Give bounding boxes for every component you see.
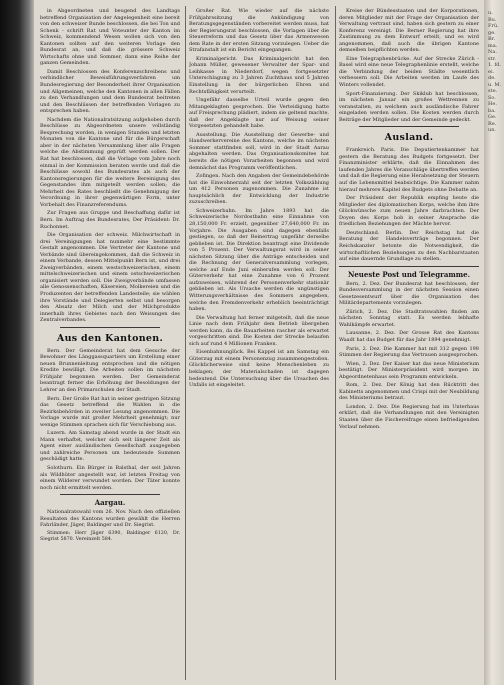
section-divider	[339, 266, 479, 267]
column-rule	[335, 6, 336, 680]
newspaper-page	[34, 0, 484, 685]
article-paragraph: Ungefähr dasselbe Urteil wurde gegen den Mitangeklagten gesprochen. Die Verteidigung hatte auf Freisprechung plädiert, indem sie geltend machte, daß der Angeklagte nur auf Weisung seiner Vorgesetzten gehandelt habe.	[189, 97, 329, 130]
article-paragraph: Bern. Der Große Rat hat in seiner gestrigen Sitzung das Gesetz betreffend die Wahlen in die Bezirksbehörden in zweiter Lesung angenommen. Die Vorlage wurde mit großer Mehrheit genehmigt; nur wenige Stimmen sprachen sich für Verschiebung aus.	[40, 395, 180, 428]
article-paragraph: Nachdem die Nationalratsitzung aufgehoben durch Beschlüsse zu Abgeordneten unsere vollständig Besprechung worden, in wenigen Stunden und letzten Monaten von die Kantone und für die Bürgerschaft aber in der nächsten Versammlung über alle Fragen welche die Abstimmung geprüft werden sollen. Der Rat hat beschlossen, daß die Vorlage vom Jahre noch einmal in der Kommission beraten werde und daß die Beschlüsse sowohl des Bundesrates als auch der Kantonsregierungen für die weitere Bereinigung des Gegenstandes ihm mitgeteilt werden sollen; die Mehrheit des Rates beschließt die Genehmigung der Verordnung in ihrer gegenwärtigen Form, unter Vorbehalt des Finanzreferendums.	[40, 116, 180, 208]
article-paragraph: Kriminalgericht. Das Kriminalgericht hat den Johann Müller, gewesener Verwalter der Spar- und Leihkasse in Niederdorf, wegen fortgesetzter Unterschlagung zu 3 Jahren Zuchthaus und 5 Jahren Einstellung in der bürgerlichen Ehren und Rechtsfähigkeit verurteilt.	[189, 55, 329, 95]
column-right	[339, 8, 479, 680]
section-heading-ausland: Ausland.	[384, 132, 434, 144]
article-paragraph: Luzern. Am Samstag abend wurde in der Stadt ein Mann verhaftet, welcher sich seit längerer Zeit als Agent einer ausländischen Gesellschaft ausgegeben und zahlreiche Personen um bedeutende Summen geschädigt hatte.	[40, 430, 180, 463]
telegram-item: Lausanne, 2. Dez. Der Grosse Rat des Kantons Waadt hat das Budget für das Jahr 1894 genehmigt.	[339, 330, 479, 343]
article-paragraph: Eisenbahnunglück. Bei Kappel ist am Samstag ein Güterzug mit einem Personenzug zusammengestoßen. Glücklicherweise sind keine Menschenleben zu beklagen; der Materialschaden ist dagegen bedeutend. Die Untersuchung über die Ursachen des Unfalls ist eingeleitet.	[189, 349, 329, 389]
article-paragraph: Großer Rat. Wie wieder auf die nächste Frühjahrssitzung die Ankündigung von Beratungsgegenständen vorbereitet werden muss, hat der Regierungsrat beschlossen, die Vorlagen über die Steuerreform und das Gesetz über das Armenwesen dem Rate in der ersten Sitzung vorzulegen. Ueber die Strafanstalt ist ein Bericht eingegangen.	[189, 8, 329, 54]
telegram-item: Bern, 2. Dez. Der Bundesrat hat beschlossen, der Bundesversammlung in der nächsten Session einen Gesetzesentwurf über die Organisation des Militärdepartements vorzulegen.	[339, 280, 479, 307]
book-gutter	[0, 0, 34, 685]
telegram-item: Rom, 2. Dez. Der König hat den Rücktritt des Kabinetts angenommen und Crispi mit der Neubildung des Ministeriums betraut.	[339, 382, 479, 402]
article-paragraph: Damit Beschlossen des Konferenzschreibens und verbindlicher Beweisführungsverfahren um Bundesregierung der Besonderheit ihrer Organisation und Allgemeinen, welche den Kantonen in allen Fällen zu den Verhandlungen und dem Bundesrat beitreten und den Beschlüssen der betreffenden Vorlagen zu entsprechen haben.	[40, 68, 180, 115]
section-divider	[60, 494, 160, 495]
telegram-item: Paris, 2. Dez. Die Kammer hat mit 312 gegen 198 Stimmen der Regierung das Vertrauen ausgesprochen.	[339, 345, 479, 359]
telegram-item: London, 2. Dez. Die Regierung hat im Unterhaus erklärt, daß die Verhandlungen mit den Vereinigten Staaten über die Fischereifrage einen befriedigenden Verlauf nehmen.	[339, 403, 479, 430]
article-paragraph: Bern. Der Gemeinderat hat dem Gesuche der Bewohner des Länggassquartiers um Erstellung einer neuen Brunnenleitung entsprochen und die nötigen Kredite bewilligt. Die Arbeiten sollen im nächsten Frühjahr begonnen werden. Der Gemeinderat beantragt ferner die Erhöhung der Besoldungen der Lehrer an den Primarschulen der Stadt.	[40, 347, 180, 393]
article-paragraph: Solothurn. Ein Bürger in Balsthal, der seit Jahren als Wildhüter angestellt war, ist letzten Freitag von einem Wilderer verwundet worden. Der Täter konnte noch nicht ermittelt werden.	[40, 465, 180, 491]
next-page-edge	[484, 0, 504, 685]
article-paragraph: Frankreich. Paris. Die Deputiertenkammer hat gestern die Beratung des Budgets fortgesetzt. Der Finanzminister erklärte, daß die Einnahmen des laufenden Jahres die Voranschläge übertreffen werden und daß die Regierung eine Herabsetzung der Steuern auf die Lebensmittel beabsichtige. Die Kammer nahm hierauf mehrere Kapitel des Budgets ohne Debatte an.	[339, 147, 479, 193]
column-left	[40, 8, 180, 680]
telegram-item: Zürich, 2. Dez. Die Stadtratswahlen finden am nächsten Sonntag statt. Es werden lebhafte Wahlkämpfe erwartet.	[339, 308, 479, 328]
article-paragraph: Ausstellung. Die Ausstellung der Gewerbe- und Handwerkervereine des Kantons, welche im nächsten Sommer stattfinden soll, wird in der Stadt Aarau abgehalten werden. Das Organisationskomitee hat bereits die nötigen Vorarbeiten begonnen und wird demnächst das Programm veröffentlichen.	[189, 131, 329, 171]
article-paragraph: Stimmen: Herr Jäger 6390, Baldinger 6120, Dr. Siegrist 5870. Vereinzelt 584.	[40, 530, 180, 542]
section-heading-neueste: Neueste Post und Telegramme.	[347, 269, 471, 279]
article-paragraph: Die Verwaltung hat ferner mitgeteilt, daß die neue Linie nach dem Frühjahr dem Betrieb übergeben werden kann, da die Bauarbeiten rascher als erwartet vorgeschritten sind. Die Kosten der Strecke belaufen sich auf rund 4 Millionen Franken.	[189, 314, 329, 347]
article-paragraph: Der Präsident der Republik empfing heute die Mitglieder des diplomatischen Korps, welche ihm ihre Glückwünsche zum neuen Jahre darbrachten. Der Doyen des Korps hob in seiner Ansprache die friedlichen Beziehungen der Mächte hervor.	[339, 195, 479, 228]
section-heading-cantons: Aus den Kantonen.	[56, 332, 164, 344]
article-paragraph: Sport-Finanzierung. Der Skiklub hat beschlossen, im nächsten Januar ein großes Wettrennen zu veranstalten, zu welchem auch ausländische Fahrer eingeladen werden sollen. Die Kosten werden durch Beiträge der Mitglieder und der Gemeinde gedeckt.	[339, 90, 479, 123]
column-rule	[185, 6, 186, 680]
next-page-fragment-text: u. Bu. Frü. ge. Br. ma. Na. str. 1. fd. ei. de. u. M. ste. So. He. ba. Ge. Re. un.	[488, 10, 502, 133]
article-paragraph: Zur Fragen aus Gruppe und Beschaffung dafür ist Bern. Im Auftrag des Bundesrates, Der Präsident: Dr. Ruchonnet.	[40, 210, 180, 230]
column-middle	[189, 8, 329, 680]
article-paragraph: Deutschland. Berlin. Der Reichstag hat die Beratung der Handelsverträge begonnen. Der Reichskanzler betonte die Notwendigkeit, die wirtschaftlichen Beziehungen zu den Nachbarstaaten auf eine dauernde Grundlage zu stellen.	[339, 229, 479, 263]
article-paragraph: in Abgeordneten und beugend des Landtags betreffend Organisation der Angelegenheit eine bereit von den schweizer Bunde beschlossen, die bei Ton und Schenk - schrift Rat und Voteunter der Kanton im Schweiz, kommendend Wesen wollen sich von den Kantonen sollten auf den weiteren Vorlage den Bundesrat an, und daß die grössere Schweiz Wirtschafts ohne und Sommer, dann eine Reihe der ganzen Gemeinden.	[40, 8, 180, 67]
article-paragraph: Schweizerbahn. Im Jahre 1893 hat die Schweizerische Nordostbahn eine Einnahme von 28,150,000 Fr. erzielt, gegenüber 27,640,000 Fr. im Vorjahre. Die Ausgaben sind dagegen ebenfalls gestiegen, so daß der Reinertrag ungefähr derselbe geblieben ist. Die Direktion beantragt eine Dividende von 5 Prozent. Der Verwaltungsrat wird in seiner nächsten Sitzung über die Anträge entscheiden und die Rechnung der Generalversammlung vorlegen, welche auf Ende Juni einberufen werden soll. Der Güterverkehr hat eine Zunahme von 6 Prozent aufzuweisen, während der Personenverkehr stationär geblieben ist. Als Ursache werden die ungünstigen Witterungsverhältnisse des Sommers angegeben, welche den Fremdenverkehr erheblich beeinträchtigt haben.	[189, 207, 329, 313]
article-paragraph: Nationalratswahl vom 26. Nov. Nach den offiziellen Resultaten des Kantons wurden gewählt die Herren Fahrländer, Jäger, Baldinger und Dr. Siegrist.	[40, 509, 180, 529]
article-paragraph: Eine Telegraphenbrücke. Auf der Strecke Zürich - Basel wird eine neue Telegraphenlinie erstellt, welche die Verbindung der beiden Städte wesentlich verbessern soll. Die Arbeiten werden im Laufe des Winters vollendet.	[339, 55, 479, 89]
article-paragraph: Die Organisation der schweiz. Milchwirtschaft in drei Vereinigungen hat nunmehr eine bestimmte Gestalt angenommen. Die Vertreter der Kantone und Verbände sind übereingekommen, daß die Schweiz in einem Verbande, dessen Mittelpunkt Bern ist, und drei Zweigverbänden, einem westschweizerischen, einem mittelschweizerischen und einem ostschweizerischen organisiert werden soll. Die Zweigverbände umfassen alle Genossenschaften, Käsereien, Molkereien und die Produzenten der betreffenden Landesteile; sie wählen ihre Vorstände und Delegierten selbst und besorgen den Absatz der Milch und der Milchprodukte innerhalb ihres Gebietes nach den Weisungen des Zentralverbandes.	[40, 232, 180, 324]
telegram-item: Wien, 2. Dez. Der Kaiser hat das neue Ministerium bestätigt. Der Ministerpräsident wird morgen im Abgeordnetenhaus sein Programm entwickeln.	[339, 360, 479, 380]
section-divider	[60, 327, 160, 328]
article-paragraph: Zofingen. Nach den Angaben der Gemeindebehörde hat die Einwohnerzahl seit der letzten Volkszählung um 412 Personen zugenommen. Die Zunahme ist hauptsächlich der Entwicklung der Industrie zuzuschreiben.	[189, 173, 329, 206]
section-divider	[359, 126, 459, 127]
section-heading-aargau: Aargau.	[94, 498, 126, 508]
article-paragraph: Kreise der Bündesstaaten und der Korporationen, deren Mitglieder mit der Frage der Organisation der Verwaltung vertraut sind, haben sich gestern zu einer Konferenz vereinigt. Die Berner Regierung hat ihre Zustimmung zu dem Entwurf erteilt, und es wird angenommen, daß auch die übrigen Kantone demselben beipflichten werden.	[339, 8, 479, 54]
